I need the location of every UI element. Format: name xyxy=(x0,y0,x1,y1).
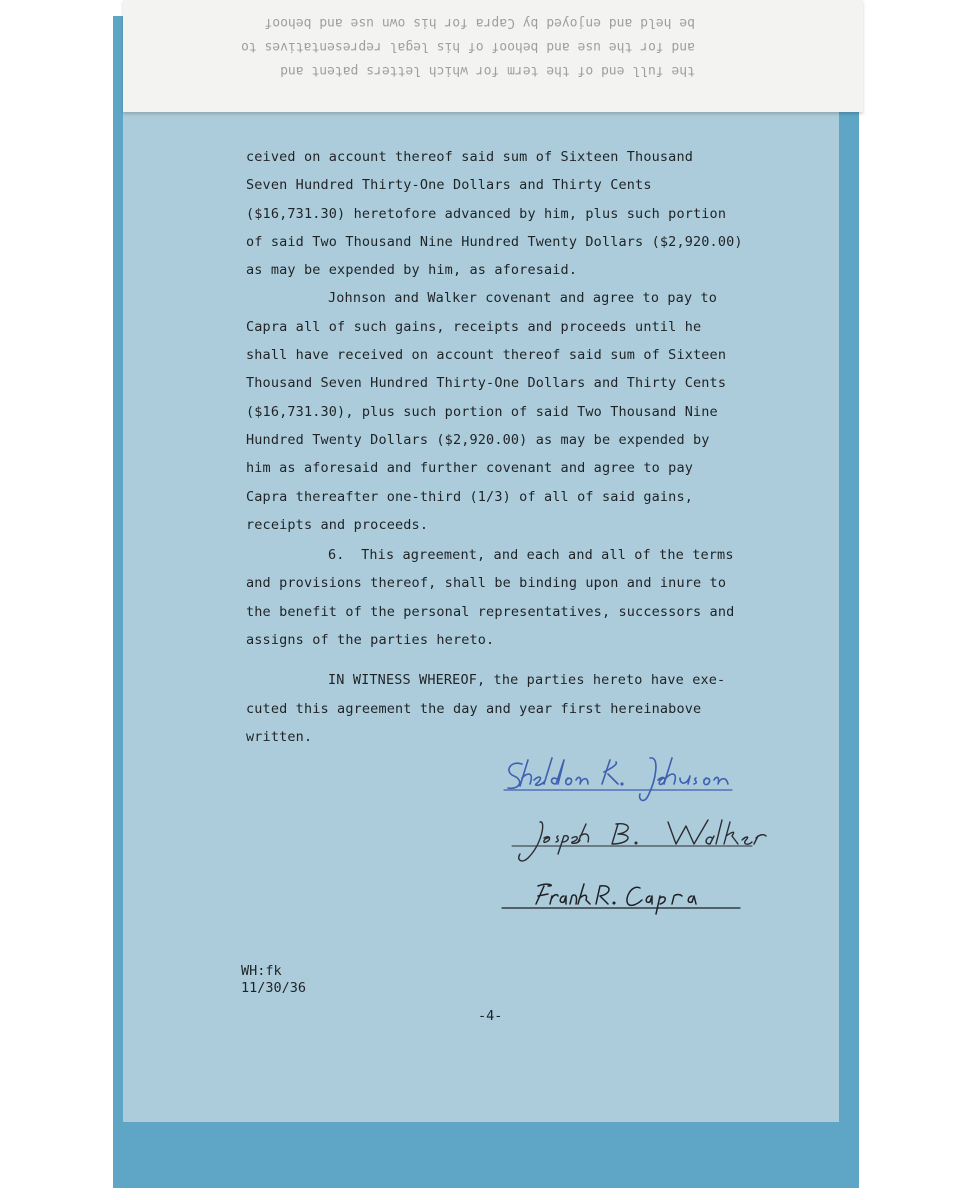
text-line: ($16,731.30), plus such portion of said Two Thousand Nine xyxy=(246,403,718,420)
signature-capra xyxy=(500,878,790,918)
text-line: and provisions thereof, shall be binding upon and inure to xyxy=(246,575,727,592)
signature-johnson xyxy=(500,750,790,790)
typist-initials: WH:fk xyxy=(241,963,282,979)
text-line: Seven Hundred Thirty-One Dollars and Thirty Cents xyxy=(246,177,652,194)
flap-line: be held and enjoyed by Capra for his own use and behoof xyxy=(264,15,695,30)
folded-preceding-page xyxy=(123,0,863,112)
text-line: of said Two Thousand Nine Hundred Twenty Dollars ($2,920.00) xyxy=(246,233,743,250)
text-line: cuted this agreement the day and year first hereinabove xyxy=(246,700,702,717)
agreement-text xyxy=(246,143,806,751)
text-line: shall have received on account thereof said sum of Sixteen xyxy=(246,347,727,364)
text-line: him as aforesaid and further covenant and agree to pay xyxy=(246,460,693,477)
text-line: Capra all of such gains, receipts and proceeds until he xyxy=(246,318,702,335)
document-date: 11/30/36 xyxy=(241,980,307,996)
flap-line: the full end of the term for which letters patent and xyxy=(280,63,695,78)
text-line: the benefit of the personal representatives, successors and xyxy=(246,603,735,620)
text-line: IN WITNESS WHEREOF, the parties hereto have exe- xyxy=(328,672,726,689)
text-line: ($16,731.30) heretofore advanced by him, plus such portion xyxy=(246,205,727,222)
text-line: Capra thereafter one-third (1/3) of all of said gains, xyxy=(246,488,693,505)
flap-line: and for the use and behoof of his legal representatives to xyxy=(241,39,695,54)
text-line: Johnson and Walker covenant and agree to pay to xyxy=(328,290,718,307)
signature-walker xyxy=(500,816,790,856)
text-line: Thousand Seven Hundred Thirty-One Dollars and Thirty Cents xyxy=(246,375,727,392)
text-line: Hundred Twenty Dollars ($2,920.00) as may be expended by xyxy=(246,431,710,448)
text-line: receipts and proceeds. xyxy=(246,516,429,533)
text-line: as may be expended by him, as aforesaid. xyxy=(246,262,578,279)
text-line: 6. This agreement, and each and all of the terms xyxy=(328,547,734,564)
text-line: assigns of the parties hereto. xyxy=(246,632,495,649)
reference-initials xyxy=(241,963,306,997)
page-number: -4- xyxy=(478,1008,503,1024)
text-line: ceived on account thereof said sum of Sixteen Thousand xyxy=(246,149,693,165)
mirrored-text-block xyxy=(241,10,695,82)
text-line: written. xyxy=(246,728,313,745)
